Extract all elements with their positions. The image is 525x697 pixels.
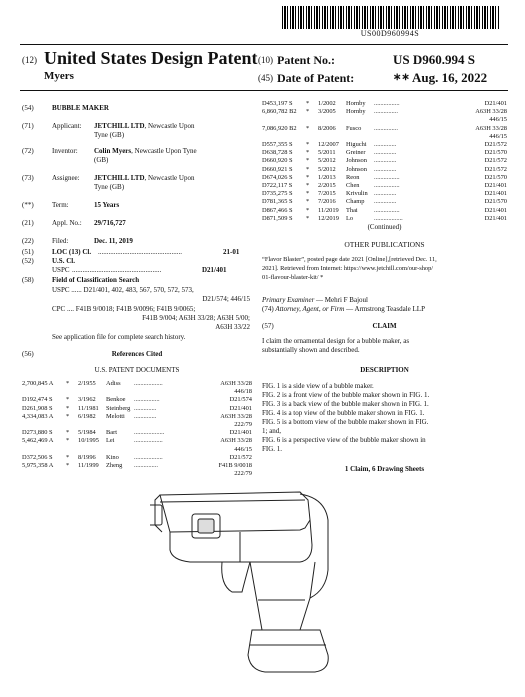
description-line: FIG. 3 is a back view of the bubble maker shown in FIG. 1. [262,400,429,408]
inventor-entry [94,147,197,156]
reference-number: D674,026 S [262,173,293,181]
reference-date: 3/1962 [78,396,96,404]
reference-dots: ............... [134,462,158,469]
reference-date: 2/2015 [318,182,336,189]
reference-class: D21/401 [484,206,507,214]
reference-star: * [66,380,70,387]
reference-star: * [306,198,310,206]
field-line-6: See application file for complete search history. [52,333,186,341]
reference-dots: ................ [374,100,400,107]
date-marker: ∗∗ [393,72,410,83]
field-line-2: D21/574; 446/15 [202,295,250,303]
reference-date: 8/1996 [78,453,96,461]
patent-type-title: United States Design Patent [44,48,258,68]
filed-code: (22) [22,237,34,245]
reference-star: * [306,157,310,165]
reference-number: D735,275 S [262,190,293,198]
barcode [282,6,500,29]
reference-number: D722,117 S [262,182,293,189]
reference-star: * [306,190,310,198]
refs-title: References Cited [111,350,163,358]
reference-date: 11/2019 [318,206,339,214]
reference-inventor: Steinberg [106,404,131,412]
reference-class: D21/401 [229,404,252,412]
reference-class: A63H 33/28 [475,108,507,116]
date-label: Date of Patent: [277,71,355,85]
reference-inventor: Thai [346,206,358,214]
reference-class: 222/79 [234,421,252,428]
reference-dots: .................. [374,214,403,222]
reference-number: D261,908 S [22,404,53,412]
claim-line-2: substantially shown and described. [262,346,360,354]
reference-number: D871,509 S [262,214,293,222]
assignee-code: (73) [22,174,34,182]
reference-date: 5/2012 [318,165,336,173]
loc-code: (51) [22,248,34,256]
reference-inventor: Adiss [106,380,121,387]
barcode-number: US00D960994S [360,29,420,38]
reference-class: 446/15 [234,445,252,453]
reference-number: 6,860,782 B2 [262,108,297,116]
title-code: (54) [22,104,34,112]
other-pub-line-3: 01-flavour-blaster-kit/ * [262,274,324,281]
reference-dots: ................ [374,206,400,214]
patent-no-label: Patent No.: [277,53,335,67]
reference-dots: ................ [374,182,400,189]
design-title: BUBBLE MAKER [52,104,109,112]
reference-dots: .................. [134,380,163,387]
description-line: FIG. 6 is a perspective view of the bubble maker shown in [262,436,426,444]
reference-dots: .............. [374,157,397,165]
field-code: (58) [22,276,34,284]
description-line: FIG. 1 is a side view of a bubble maker. [262,382,374,390]
assignee-location: , Newcastle Upon [144,174,195,182]
reference-star: * [306,206,310,214]
header-bottom-rule [20,90,508,91]
reference-class: D21/401 [484,190,507,198]
description-line: FIG. 5 is a bottom view of the bubble maker shown in FIG. [262,418,429,426]
refs-code: (56) [22,350,34,358]
patent-date: Aug. 16, 2022 [412,70,488,85]
reference-dots: .................. [134,453,163,461]
inventor-surname: Myers [44,70,74,82]
reference-star: * [306,182,310,189]
reference-inventor: Reon [346,173,360,181]
assignee-line2: Tyne (GB) [94,183,125,191]
inventor-code: (72) [22,147,34,155]
term-code: (**) [22,201,34,209]
reference-star: * [66,412,70,420]
reference-inventor: Bart [106,429,118,437]
reference-number: D660,921 S [262,165,293,173]
term-value: 15 Years [94,201,120,209]
reference-date: 8/2006 [318,124,336,132]
applicant-label: Applicant: [52,122,82,130]
reference-inventor: Melotti [106,412,125,420]
attorney [262,305,425,314]
base [248,630,328,672]
reference-dots: .................. [134,437,163,445]
field-label: Field of Classification Search [52,276,140,284]
reference-class: D21/570 [484,149,507,157]
reference-star: * [306,124,310,132]
loc-label: LOC (13) Cl. [52,248,92,256]
claim-line-1: I claim the ornamental design for a bubble maker, as [262,337,410,345]
applicant-line2: Tyne (GB) [94,131,125,139]
reference-dots: ............... [374,124,398,132]
reference-star: * [66,396,70,404]
primary-examiner [262,296,368,305]
reference-star: * [66,462,70,469]
description-line: FIG. 1. [262,445,283,453]
reference-class: D21/570 [484,173,507,181]
attorney-code: (74) [262,305,274,313]
reference-date: 7/2015 [318,190,336,198]
reference-date: 1/2013 [318,173,336,181]
description-title: DESCRIPTION [360,366,409,374]
reference-dots: .............. [134,404,157,412]
reference-star: * [66,429,70,437]
reference-number: D867,466 S [262,206,293,214]
reference-inventor: Johnson [346,165,367,173]
reference-number: D372,506 S [22,453,53,461]
applicant-entry [94,122,194,131]
reference-class: 446/15 [489,132,507,140]
rear-housing [300,494,328,598]
nozzle [150,505,162,525]
reference-class: D21/401 [484,214,507,222]
code-12: (12) [22,55,37,65]
reference-dots: ................ [134,396,160,404]
reference-class: D21/572 [484,165,507,173]
description-line: FIG. 2 is a front view of the bubble maker shown in FIG. 1. [262,391,430,399]
assignee-label: Assignee: [52,174,80,182]
reference-class: A63H 33/28 [220,437,252,445]
uspc-value: D21/401 [202,266,227,274]
claims-summary: 1 Claim, 6 Drawing Sheets [344,465,425,473]
reference-number: 7,086,920 B2 [262,124,297,132]
loc-dots: ................................................ [98,248,182,256]
reference-date: 12/2019 [318,214,339,222]
reference-date: 5/2011 [318,149,336,157]
reference-class: A63H 33/28 [220,380,252,387]
reference-number: 5,462,469 A [22,437,54,445]
reference-class: D21/572 [229,453,252,461]
term-label: Term: [52,201,69,209]
description-line: 1; and, [262,427,282,435]
reference-date: 7/2016 [318,198,336,206]
patent-number: US D960.994 S [393,52,475,67]
reference-inventor: Chen [346,182,360,189]
appl-label: Appl. No.: [52,219,82,227]
reference-dots: ................ [374,173,400,181]
uspc-dots: ................................................... [72,266,162,274]
reference-dots: .............. [374,198,397,206]
reference-inventor: Champ [346,198,365,206]
field-line-5: A63H 33/22 [215,323,250,331]
reference-dots: .............. [374,190,397,198]
reference-class: D21/570 [484,198,507,206]
reference-inventor: Hornby [346,100,366,107]
reference-class: 446/15 [489,116,507,124]
reference-inventor: Fusco [346,124,362,132]
filed-label: Filed: [52,237,69,245]
filed-value: Dec. 11, 2019 [94,237,133,245]
body-upper-outline [160,492,310,532]
reference-star: * [306,214,310,222]
reference-class: 446/18 [234,388,252,396]
applicant-code: (71) [22,122,34,130]
reference-inventor: Benkoe [106,396,126,404]
reference-star: * [306,149,310,157]
assignee-name: JETCHILL LTD [94,174,145,182]
handle [250,562,315,630]
field-line-1: USPC ...... D21/401, 402, 483, 567, 570, 572, 573, [52,286,194,294]
reference-date: 1/2002 [318,100,336,107]
reference-star: * [66,453,70,461]
reference-star: * [66,404,70,412]
reference-number: D192,474 S [22,396,53,404]
reference-inventor: Kino [106,453,119,461]
reference-date: 11/1999 [78,462,99,469]
field-line-3: CPC .... F41B 9/0018; F41B 9/0096; F41B 9/0065; [52,305,196,313]
code-10: (10) [258,55,273,65]
reference-date: 3/2005 [318,108,336,116]
reference-date: 6/1982 [78,412,96,420]
reference-number: 5,975,358 A [22,462,54,469]
reference-dots: .............. [134,412,157,420]
reference-date: 11/1981 [78,404,99,412]
reference-inventor: Hornby [346,108,366,116]
primary-examiner-label: Primary Examiner [262,296,315,304]
claim-code: (57) [262,322,274,330]
reference-date: 12/2007 [318,141,339,148]
reference-star: * [66,437,70,445]
uscl-label: U.S. Cl. [52,257,75,265]
other-publications-title: OTHER PUBLICATIONS [344,240,425,249]
reference-class: F41B 9/0018 [218,462,252,469]
reference-number: D273,880 S [22,429,53,437]
reference-number: 2,700,845 A [22,380,54,387]
us-docs-title: U.S. PATENT DOCUMENTS [94,366,180,374]
continued-label: (Continued) [367,223,402,231]
reference-date: 5/2012 [318,157,336,165]
reference-class: D21/401 [484,182,507,189]
applicant-location: , Newcastle Upon [144,122,195,130]
reference-class: D21/572 [484,141,507,148]
applicant-name: JETCHILL LTD [94,122,145,130]
reference-star: * [306,173,310,181]
other-pub-line-1: “Flavor Blaster”, posted page date 2021 [Online],[retrieved Dec. 11, [262,256,437,263]
claim-title: CLAIM [372,322,397,330]
reference-star: * [306,108,310,116]
reference-dots: .............. [374,141,397,148]
reference-dots: .............. [374,149,397,157]
reference-dots: ............... [374,108,398,116]
reference-class: D21/401 [484,100,507,107]
reference-inventor: Johnson [346,157,367,165]
reference-date: 5/1984 [78,429,96,437]
reference-number: D781,365 S [262,198,293,206]
reference-date: 10/1995 [78,437,99,445]
reference-class: A63H 33/28 [475,124,507,132]
inventor-location: , Newcastle Upon Tyne [131,147,197,155]
trigger [222,562,250,592]
other-pub-line-2: 2021]. Retrieved from Internet: https://www.jetchill.com/our-shop/ [262,265,434,272]
reference-inventor: Zheng [106,462,123,469]
field-line-4: F41B 9/004; A63H 33/28; A63H 5/00; [142,314,250,322]
assignee-entry [94,174,194,183]
attorney-label: Attorney, Agent, or Firm [275,305,345,313]
appl-code: (21) [22,219,34,227]
reference-dots: ................... [134,429,165,437]
reference-number: D660,920 S [262,157,293,165]
reference-date: 2/1955 [78,380,96,387]
code-45: (45) [258,73,273,83]
reference-class: A63H 33/28 [220,412,252,420]
inventor-label: Inventor: [52,147,78,155]
primary-examiner-name: — Mehri F Bajoul [316,296,368,304]
uspc-label: USPC [52,266,70,274]
reference-inventor: Lo [346,214,354,222]
reference-class: 222/79 [234,470,252,478]
inventor-name: Colin Myers [94,147,132,155]
reference-inventor: Higuchi [346,141,367,148]
header-top-rule [20,44,508,45]
inventor-line2: (GB) [94,156,109,164]
loc-value: 21-01 [223,248,240,256]
reference-star: * [306,165,310,173]
description-line: FIG. 4 is a top view of the bubble maker shown in FIG. 1. [262,409,425,417]
reference-number: D638,728 S [262,149,293,157]
reference-inventor: Greiner [346,149,366,157]
reference-dots: .............. [374,165,397,173]
reference-inventor: Krivulin [346,190,368,198]
reference-number: D557,355 S [262,141,293,148]
bubble-maker-figure [150,480,350,680]
appl-value: 29/716,727 [94,219,126,227]
reference-inventor: Lei [106,437,115,445]
reference-class: D21/572 [484,157,507,165]
uscl-code: (52) [22,257,34,265]
reference-number: 4,334,083 A [22,412,54,420]
attorney-name: — Armstrong Teasdale LLP [346,305,425,313]
reference-star: * [306,141,310,148]
reference-number: D453,197 S [262,100,293,107]
reference-star: * [306,100,310,107]
reference-class: D21/401 [229,429,252,437]
reference-class: D21/574 [229,396,252,404]
